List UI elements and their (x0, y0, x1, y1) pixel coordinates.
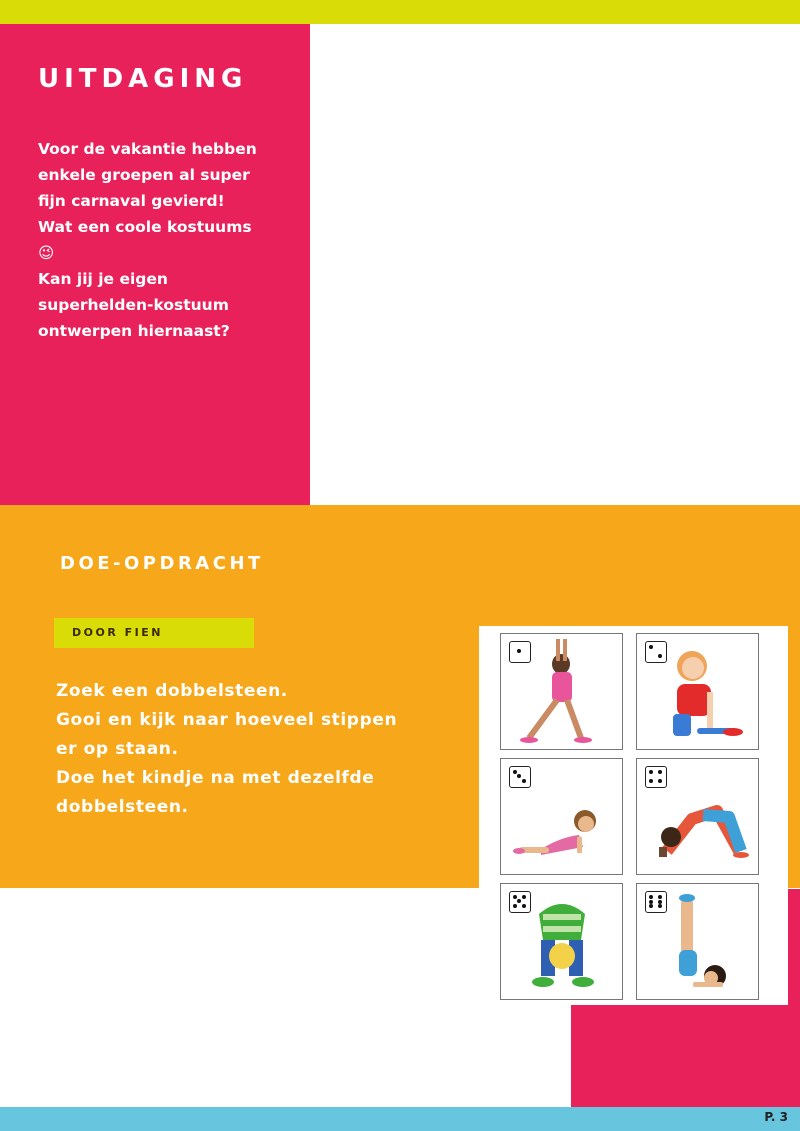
dice-yoga-card (479, 626, 788, 1005)
forward-fold-pose-illustration (501, 884, 624, 1001)
shoulder-stand-pose-illustration (637, 884, 760, 1001)
dice-cell-4 (636, 758, 759, 875)
bottom-accent-bar (0, 1107, 800, 1131)
camel-pose-illustration (637, 634, 760, 751)
activity-title: DOE-OPDRACHT (60, 553, 264, 574)
challenge-text: Voor de vakantie hebben enkele groepen al super fijn carnaval gevierd! Wat een coole kostuums 😉 Kan jij je eigen superhelden-kostuum ontwerpen hiernaast? (38, 140, 257, 340)
challenge-title: UITDAGING (38, 64, 248, 94)
author-tag: DOOR FIEN (54, 618, 254, 648)
dice-cell-3 (500, 758, 623, 875)
dice-cell-2 (636, 633, 759, 750)
dice-cell-1 (500, 633, 623, 750)
activity-instructions: Zoek een dobbelsteen. Gooi en kijk naar hoeveel stippen er op staan. Doe het kindje na met dezelfde dobbelsteen. (56, 681, 398, 817)
page-number: P. 3 (764, 1110, 788, 1124)
top-accent-bar (0, 0, 800, 24)
dice-cell-5 (500, 883, 623, 1000)
downward-dog-pose-illustration (637, 759, 760, 876)
warrior-pose-illustration (501, 634, 624, 751)
dice-cell-6 (636, 883, 759, 1000)
cobra-pose-illustration (501, 759, 624, 876)
